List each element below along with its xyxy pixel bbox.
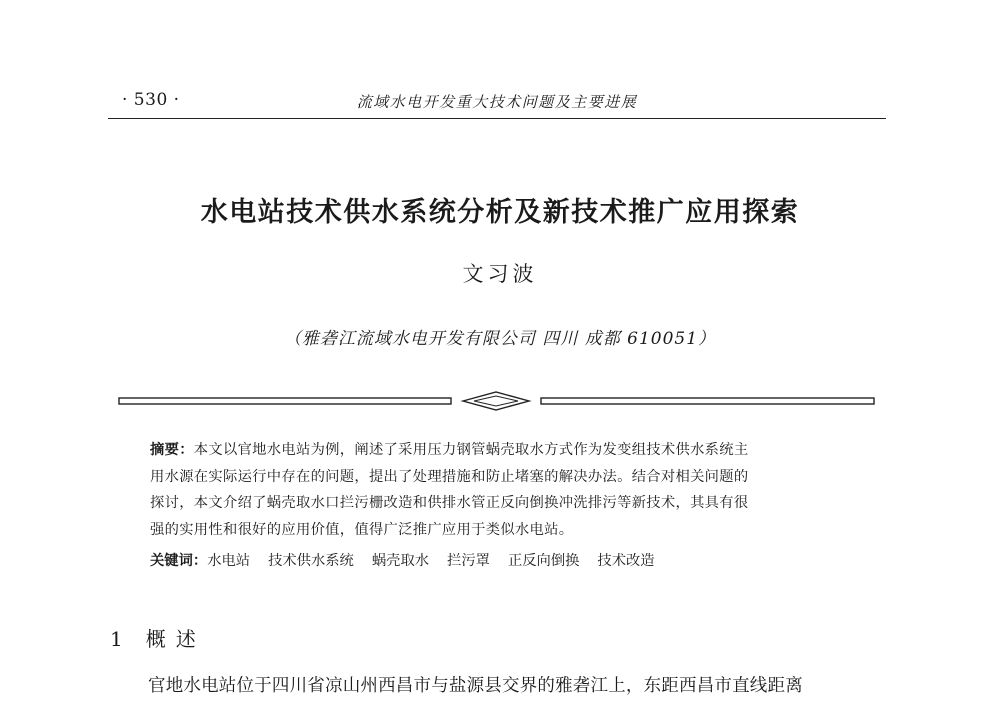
page-number: · 530 · <box>122 90 180 110</box>
section-title: 概述 <box>145 627 206 651</box>
author-affiliation: （雅砻江流域水电开发有限公司 四川 成都 610051） <box>283 329 717 349</box>
keyword: 技术改造 <box>597 553 655 569</box>
keyword: 蜗壳取水 <box>371 553 430 569</box>
running-header <box>108 90 886 116</box>
abstract-line: 探讨，本文介绍了蜗壳取水口拦污栅改造和供排水管正反向倒换冲洗排污等新技术，其具有很 <box>150 495 749 511</box>
header-rule <box>108 118 886 119</box>
abstract-label: 摘要： <box>150 442 194 458</box>
paper-title: 水电站技术供水系统分析及新技术推广应用探索 <box>200 197 800 228</box>
section-heading <box>110 623 206 652</box>
keyword: 技术供水系统 <box>268 553 354 569</box>
keyword: 正反向倒换 <box>507 553 580 569</box>
keywords <box>150 550 850 570</box>
running-title: 流域水电开发重大技术问题及主要进展 <box>356 93 638 111</box>
keywords-label: 关键词： <box>150 553 208 569</box>
abstract-line: 用水源在实际运行中存在的问题，提出了处理措施和防止堵塞的解决办法。结合对相关问题的 <box>150 468 749 485</box>
abstract-text: 本文以官地水电站为例，阐述了采用压力钢管蜗壳取水方式作为发变组技术供水系统主 <box>193 442 749 458</box>
body-paragraph: 官地水电站位于四川省凉山州西昌市与盐源县交界的雅砻江上，东距西昌市直线距离 <box>148 676 803 696</box>
abstract-line: 强的实用性和很好的应用价值，值得广泛推广应用于类似水电站。 <box>150 521 574 538</box>
keyword: 水电站 <box>207 553 251 569</box>
abstract-line <box>150 437 850 464</box>
section-number: 1 <box>110 627 124 651</box>
ornamental-divider <box>118 391 875 413</box>
keyword: 拦污罩 <box>447 553 490 569</box>
author-name: 文习波 <box>462 262 538 286</box>
abstract <box>150 437 850 543</box>
